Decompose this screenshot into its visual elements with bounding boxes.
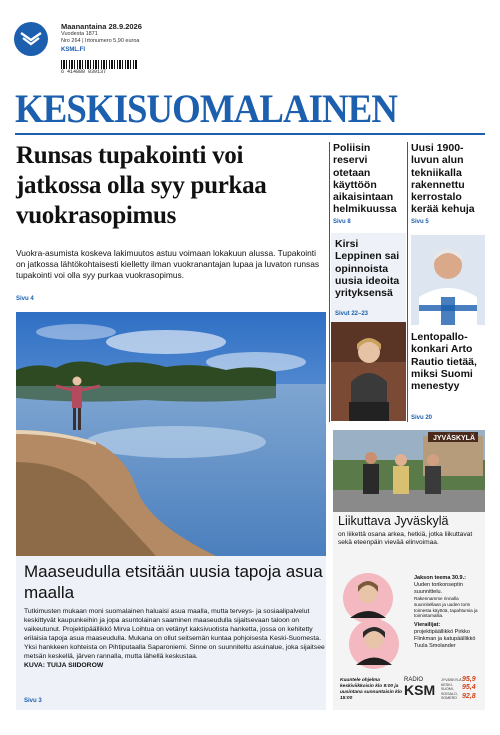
issue-number-price: Nro 264 | Irtonumero 5,90 euroa bbox=[61, 38, 140, 44]
issue-info bbox=[61, 22, 142, 55]
radio-frequencies bbox=[462, 676, 476, 701]
main-page-ref: Sivu 4 bbox=[16, 296, 34, 302]
teaser-building-page-ref: Sivu 5 bbox=[411, 219, 429, 225]
barcode bbox=[61, 60, 137, 69]
guests-text: projektipäällikkö Pirkko Flinkman ja katupäällikkö Tuula Smolander bbox=[414, 629, 476, 650]
teaser-rautio-page-ref: Sivu 20 bbox=[411, 415, 433, 421]
theme-title: Jakson teema 30.9.: bbox=[414, 575, 466, 581]
barcode-number: 6 414880 039137 bbox=[61, 69, 107, 75]
ksml-chevron-logo-icon bbox=[20, 31, 42, 47]
radio-brand: KSM bbox=[404, 682, 436, 698]
teaser-police-page-ref: Sivu 8 bbox=[333, 219, 351, 225]
teaser-arto-rautio[interactable]: Lentopallo-konkari Arto Rautio tietää, miksi Suomi menestyy bbox=[411, 331, 477, 393]
promo-text: on liikettä osana arkea, hetkiä, jotka liikuttavat sekä eteenpäin vievää elinvoimaa. bbox=[338, 531, 473, 547]
teaser-leppinen-page-ref: Sivut 22–23 bbox=[335, 311, 369, 317]
teaser-police-reserve[interactable]: Poliisin reservi otetaan käyttöön aikaisintaan helmikuussa bbox=[333, 142, 397, 216]
feature-page-ref: Sivu 3 bbox=[24, 698, 42, 704]
frequency-1: 95,9 bbox=[462, 676, 476, 683]
issue-date: Maanantaina 28.9.2026 bbox=[61, 22, 142, 31]
radio-ksm-logo[interactable] bbox=[404, 677, 435, 697]
frequency-3: 92,8 bbox=[462, 692, 476, 700]
since-year: Vuodesta 1871 bbox=[61, 31, 98, 37]
theme-text: Rakennamme rinnalla suunnitellaan ja uuden torin toimesta käyttöä, tapahtumia ja toimintamallia. bbox=[414, 596, 478, 619]
promo-guest-portraits bbox=[334, 572, 414, 672]
lake-shore-photo bbox=[16, 312, 326, 556]
main-headline[interactable]: Runsas tupakointi voi jatkossa olla syy purkaa vuokrasopimus bbox=[16, 142, 267, 229]
jyvaskyla-sign: JYVÄSKYLÄ bbox=[433, 435, 476, 442]
guests-title: Vierailijat: bbox=[414, 622, 441, 629]
main-lead: Vuokra-asumista koskeva lakimuutos astuu voimaan lokakuun alussa. Tupakointi on jatkossa lähtökohtaisesti kielletty ilman vuokranantajan lupaa ja luvaton runsas tupakointi voi olla syy purkaa vuokrasopimus. bbox=[16, 248, 320, 280]
radio-areas: JYVÄSKYLÄ, KESKI-SUOMI, SOISALO, SOMERO bbox=[441, 678, 463, 701]
newspaper-title[interactable]: KESKISUOMALAINEN bbox=[15, 86, 397, 131]
feature-body bbox=[24, 607, 328, 670]
feature-headline[interactable]: Maaseudulla etsitään uusia tapoja asua maalla bbox=[24, 562, 323, 602]
teaser-apartment-building[interactable]: Uusi 1900-luvun alun tekniikalla rakennettu kerrostalo kerää kehuja bbox=[411, 142, 475, 216]
jyvaskyla-promo-photo[interactable] bbox=[333, 430, 485, 512]
site-url[interactable]: KSML.FI bbox=[61, 47, 85, 53]
feature-body-text: Tutkimusten mukaan moni suomalainen haluaisi asua maalla, mutta terveys- ja sosiaalipalvelut keskittyvät kaupunkeihin ja jopa asuntolainan saaminen maaseudulla sijaitsevaan taloon on vaikeutunut. Projektipäällikkö Mirva Loihtua on vetänyt kaksivuotista hanketta, jossa on kehitetty erilaisia tapoja asua maaseudulla. Mukana on ollut seitsemän kuntaa pohjoisesta Keski-Suomesta. Yksi hankkeen kohteista on Pihtiputaalla Saparoniemi. Sinne on suunniteltu asuinalue, joka sijaitsee metsän keskellä, järven rannalla, mutta lähellä keskustaa. bbox=[24, 608, 325, 660]
promo-title[interactable]: Liikuttava Jyväskylä bbox=[338, 514, 449, 528]
photo-credit: KUVA: TUIJA SIIDOROW bbox=[24, 662, 104, 669]
kirsi-leppinen-portrait bbox=[331, 322, 406, 421]
frequency-2: 95,4 bbox=[462, 684, 476, 692]
ksml-logo[interactable] bbox=[14, 22, 48, 56]
theme-subtitle: Uuden torikonseptin suunnittelu. bbox=[414, 582, 463, 595]
masthead-rule bbox=[15, 133, 485, 135]
column-divider-right bbox=[407, 142, 408, 422]
promo-people bbox=[363, 452, 441, 494]
radio-schedule: Kuuntele ohjelma keskiviikkoisin klo 9:00 ja uusintana sunnuntaisin klo 15:00 bbox=[340, 678, 403, 701]
promo-side-info bbox=[414, 575, 484, 650]
teaser-kirsi-leppinen[interactable]: Kirsi Leppinen sai opinnoista uusia ideoita yrityksensä bbox=[335, 238, 400, 300]
arto-rautio-portrait bbox=[411, 235, 485, 325]
radio-label: RADIO bbox=[404, 677, 424, 683]
column-divider-left bbox=[329, 142, 330, 422]
